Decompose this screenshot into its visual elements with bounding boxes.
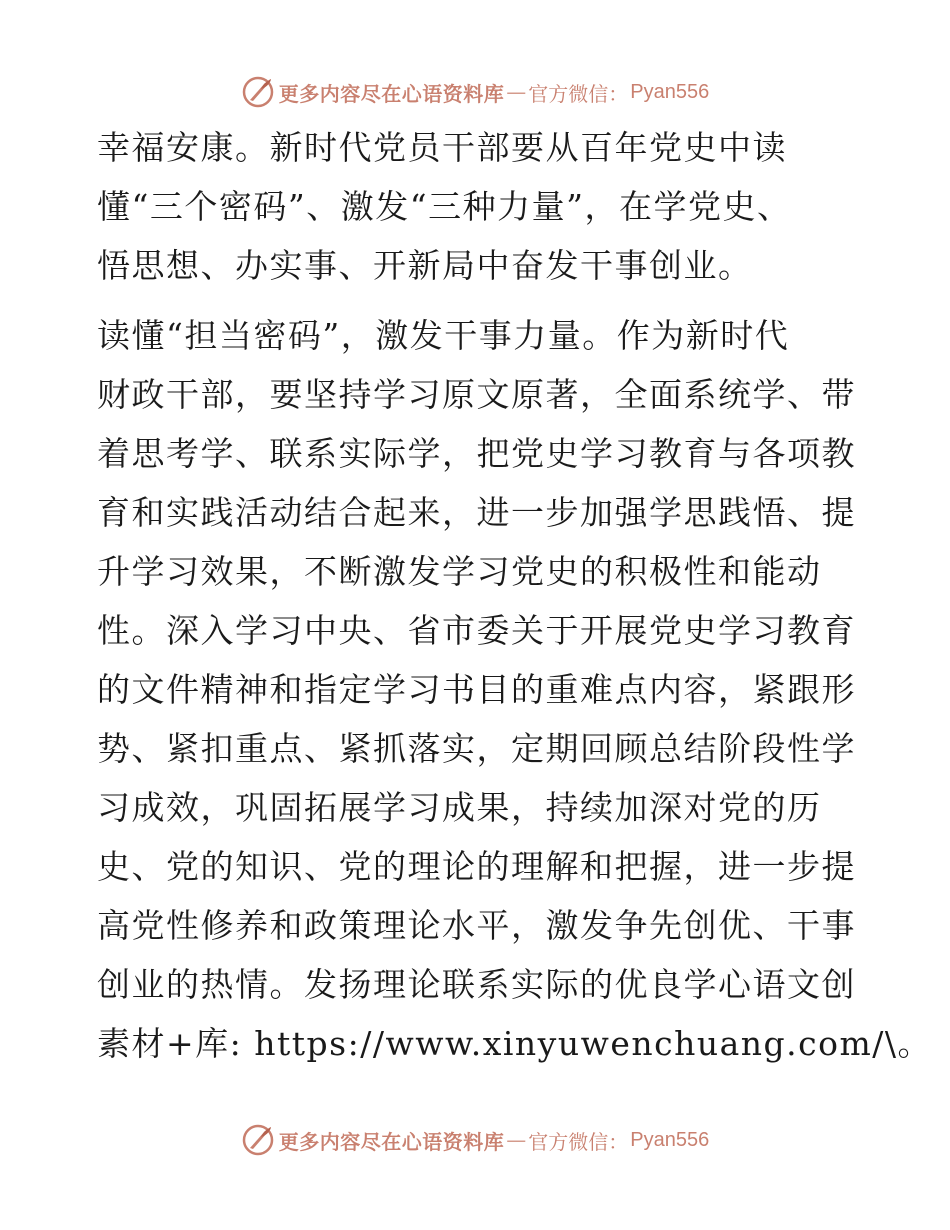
watermark-wechat-label: 官方微信： xyxy=(528,81,629,106)
watermark-wechat-label: 官方微信： xyxy=(528,1129,629,1154)
text-line: 育和实践活动结合起来，进一步加强学思践悟、提 xyxy=(97,493,856,532)
text-line: 习成效，巩固拓展学习成果，持续加深对党的历 xyxy=(97,788,822,827)
watermark-main-text: 更多内容尽在心语资料库 xyxy=(278,81,505,106)
watermark-wechat-id: Pyan556 xyxy=(630,1128,710,1151)
text-line: 创业的热情。发扬理论联系实际的优良学心语文创 xyxy=(97,965,856,1004)
watermark-main-text: 更多内容尽在心语资料库 xyxy=(278,1129,505,1154)
text-line: 高党性修养和政策理论水平，激发争先创优、干事 xyxy=(97,906,856,945)
text-line: 幸福安康。新时代党员干部要从百年党史中读 xyxy=(97,128,787,167)
text-line: 素材+库: https://www.xinyuwenchuang.com/\。 xyxy=(97,1024,933,1063)
text-line: 史、党的知识、党的理论的理解和把握，进一步提 xyxy=(97,847,856,886)
paragraph-2 xyxy=(97,306,933,1073)
watermark-dash: — xyxy=(506,1128,527,1152)
quill-logo-icon xyxy=(241,75,275,109)
text-line: 悟思想、办实事、开新局中奋发干事创业。 xyxy=(97,246,753,285)
quill-logo-icon xyxy=(241,1123,275,1157)
text-line: 的文件精神和指定学习书目的重难点内容，紧跟形 xyxy=(97,670,856,709)
watermark-dash: — xyxy=(506,80,527,104)
text-line: 性。深入学习中央、省市委关于开展党史学习教育 xyxy=(97,611,856,650)
document-body xyxy=(97,118,933,1073)
footer-watermark xyxy=(0,1120,950,1160)
text-line: 读懂“担当密码”，激发干事力量。作为新时代 xyxy=(97,316,790,355)
header-watermark xyxy=(0,72,950,112)
text-line: 升学习效果，不断激发学习党史的积极性和能动 xyxy=(97,552,822,591)
paragraph-1 xyxy=(97,118,857,295)
text-line: 势、紧扣重点、紧抓落实，定期回顾总结阶段性学 xyxy=(97,729,856,768)
text-line: 财政干部，要坚持学习原文原著，全面系统学、带 xyxy=(97,375,856,414)
watermark-wechat-id: Pyan556 xyxy=(630,80,710,103)
text-line: 着思考学、联系实际学，把党史学习教育与各项教 xyxy=(97,434,856,473)
text-line: 懂“三个密码”、激发“三种力量”，在学党史、 xyxy=(97,187,792,226)
